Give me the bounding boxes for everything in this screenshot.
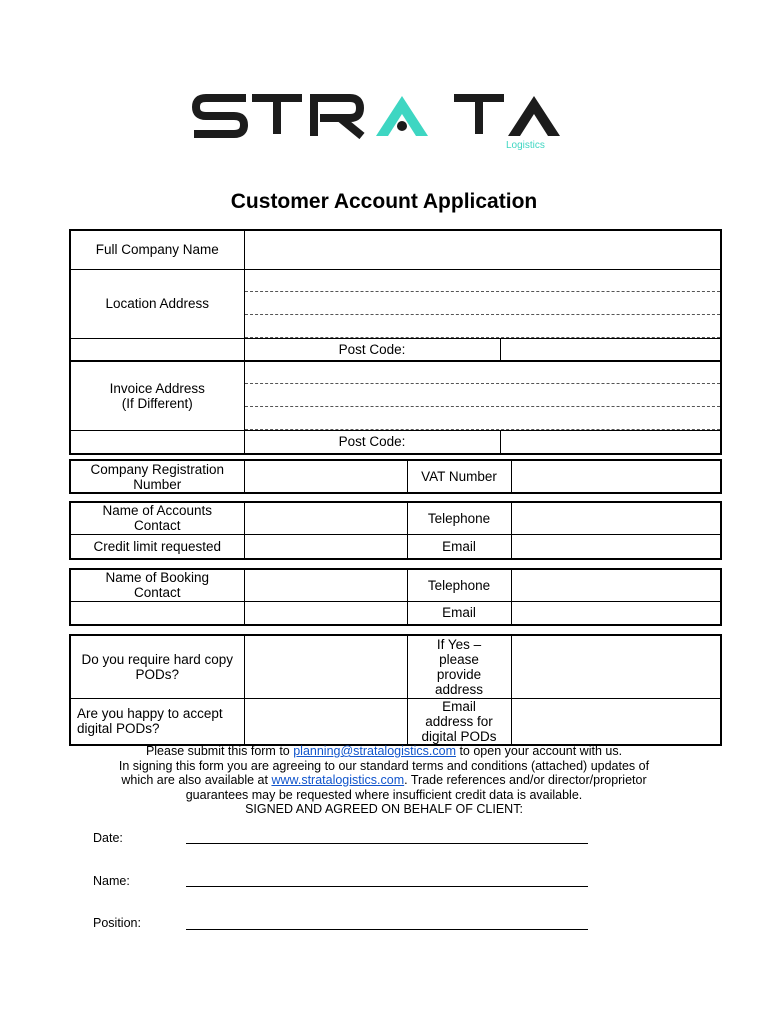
booking-contact-label: Name of Booking Contact: [70, 569, 244, 601]
date-label: Date:: [93, 831, 123, 845]
position-line[interactable]: [186, 929, 588, 930]
accounts-contact-field[interactable]: [244, 502, 407, 534]
accounts-table: [69, 501, 722, 560]
vat-number-field[interactable]: [511, 460, 721, 493]
submit-line: Please submit this form to planning@stratalogistics.com to open your account with us.: [145, 744, 623, 758]
terms-line: In signing this form you are agreeing to our standard terms and conditions (attached) updates of: [118, 758, 650, 773]
name-label: Name:: [93, 874, 130, 888]
registration-table: [69, 459, 722, 494]
hard-copy-pods-label: Do you require hard copy PODs?: [70, 635, 244, 698]
postcode-label: Post Code:: [244, 338, 500, 361]
name-line[interactable]: [186, 886, 588, 887]
company-registration-field[interactable]: [244, 460, 407, 493]
digital-pods-label: Are you happy to accept digital PODs?: [70, 698, 244, 745]
company-registration-label: Company Registration Number: [70, 460, 244, 493]
accounts-telephone-field[interactable]: [511, 502, 721, 534]
full-company-name-label: Full Company Name: [70, 230, 244, 269]
digital-pods-email-label: Email address for digital PODs: [407, 698, 511, 745]
accounts-telephone-label: Telephone: [407, 502, 511, 534]
invoice-address-label: Invoice Address (If Different): [70, 361, 244, 431]
pods-address-field[interactable]: [511, 635, 721, 698]
guarantees-line: guarantees may be requested where insufficient credit data is available.: [185, 787, 583, 802]
accounts-contact-label: Name of Accounts Contact: [70, 502, 244, 534]
pods-table: [69, 634, 722, 746]
accounts-email-label: Email: [407, 534, 511, 559]
booking-contact-field[interactable]: [244, 569, 407, 601]
strata-logistics-logo: [190, 84, 580, 154]
location-address-field[interactable]: [244, 269, 721, 338]
form-title: Customer Account Application: [230, 190, 538, 213]
location-address-label: Location Address: [70, 269, 244, 338]
hard-copy-pods-field[interactable]: [244, 635, 407, 698]
website-line: which are also available at www.stratalogistics.com. Trade references and/or director/proprietor: [121, 773, 647, 787]
booking-telephone-label: Telephone: [407, 569, 511, 601]
pods-address-label: If Yes – please provide address: [407, 635, 511, 698]
invoice-address-field[interactable]: [244, 361, 721, 431]
vat-number-label: VAT Number: [407, 460, 511, 493]
company-table: [69, 229, 722, 455]
digital-pods-email-field[interactable]: [511, 698, 721, 745]
accounts-email-field[interactable]: [511, 534, 721, 559]
invoice-postcode-field[interactable]: [500, 431, 721, 454]
invoice-postcode-label: Post Code:: [244, 431, 500, 454]
credit-limit-field[interactable]: [244, 534, 407, 559]
booking-telephone-field[interactable]: [511, 569, 721, 601]
signed-agreed-heading: SIGNED AND AGREED ON BEHALF OF CLIENT:: [245, 802, 523, 816]
booking-email-label: Email: [407, 601, 511, 625]
credit-limit-label: Credit limit requested: [70, 534, 244, 559]
position-label: Position:: [93, 916, 141, 930]
date-line[interactable]: [186, 843, 588, 844]
website-link[interactable]: www.stratalogistics.com: [271, 773, 405, 787]
postcode-field[interactable]: [500, 338, 721, 361]
booking-email-field[interactable]: [511, 601, 721, 625]
digital-pods-field[interactable]: [244, 698, 407, 745]
full-company-name-field[interactable]: [244, 230, 721, 269]
booking-table: [69, 568, 722, 626]
planning-email-link[interactable]: planning@stratalogistics.com: [293, 744, 456, 758]
terms-text: [60, 744, 708, 817]
logo-subtitle: Logistics: [506, 140, 545, 151]
